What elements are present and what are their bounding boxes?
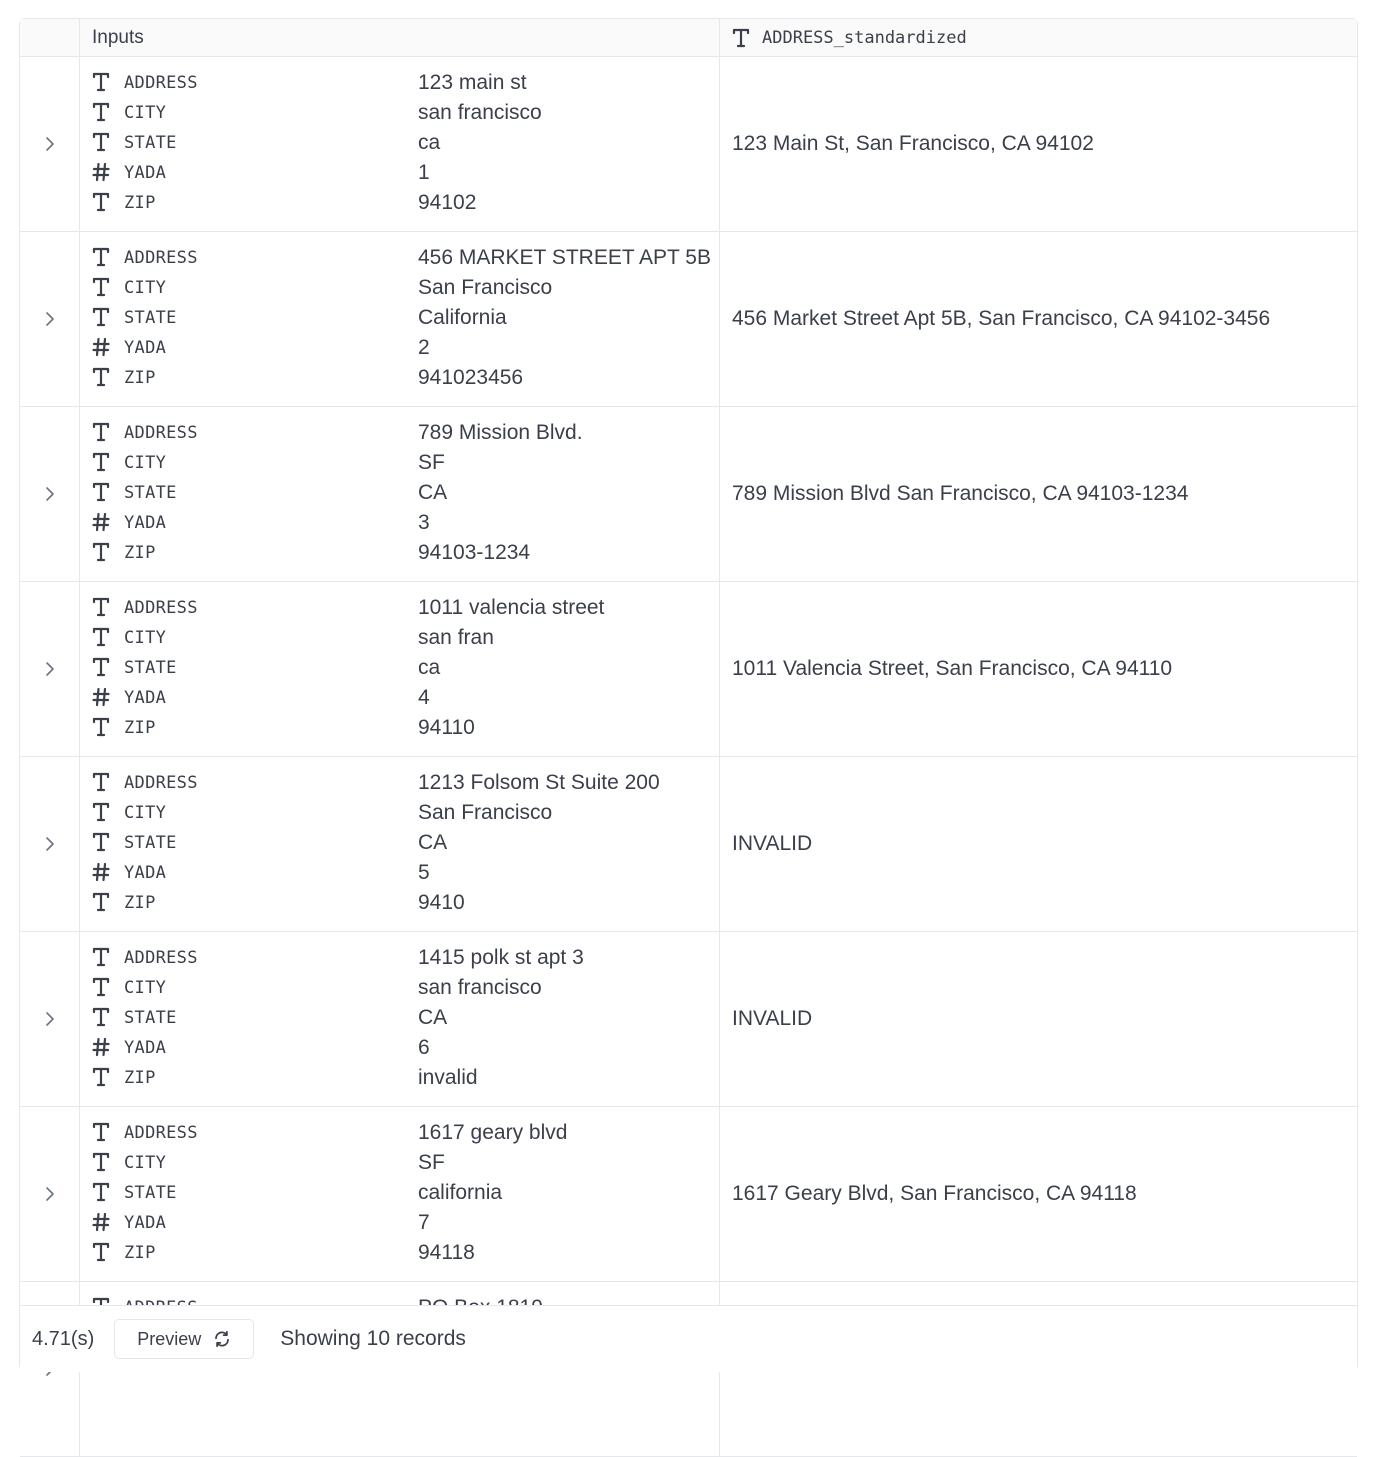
input-field-state xyxy=(80,1178,720,1208)
field-value: SF xyxy=(418,451,445,474)
text-type-icon xyxy=(92,72,110,92)
text-type-icon xyxy=(92,802,110,822)
field-name: CITY xyxy=(124,1153,167,1173)
field-name: ZIP xyxy=(124,1068,156,1088)
field-value: SF xyxy=(418,1151,445,1174)
input-field-address xyxy=(80,418,720,448)
output-cell xyxy=(720,757,1359,931)
header-output[interactable] xyxy=(720,19,1359,57)
row-inputs xyxy=(80,232,720,406)
input-field-zip xyxy=(80,713,720,743)
field-value: San Francisco xyxy=(418,801,553,824)
input-field-address xyxy=(80,68,720,98)
field-value: San Francisco xyxy=(418,276,553,299)
chevron-right-icon xyxy=(45,486,55,502)
input-field-city xyxy=(80,1148,720,1178)
table-row xyxy=(20,232,1357,407)
chevron-right-icon xyxy=(45,1011,55,1027)
input-field-zip xyxy=(80,1063,720,1093)
hash-icon xyxy=(92,1037,110,1057)
input-field-yada xyxy=(80,508,720,538)
field-name: STATE xyxy=(124,133,177,153)
field-value: ca xyxy=(418,131,441,154)
table-header xyxy=(20,19,1357,57)
field-name: STATE xyxy=(124,483,177,503)
input-field-yada xyxy=(80,1033,720,1063)
text-type-icon xyxy=(92,1007,110,1027)
preview-button[interactable] xyxy=(114,1319,254,1359)
field-value: 9410 xyxy=(418,891,465,914)
field-value: san fran xyxy=(418,626,494,649)
field-name: ADDRESS xyxy=(124,598,198,618)
field-name: CITY xyxy=(124,628,167,648)
standardized-address: 1011 Valencia Street, San Francisco, CA 94110 xyxy=(732,657,1173,680)
field-name: CITY xyxy=(124,978,167,998)
field-value: 1 xyxy=(418,161,430,184)
text-type-icon xyxy=(92,247,110,267)
field-name: STATE xyxy=(124,1183,177,1203)
field-name: YADA xyxy=(124,1038,167,1058)
input-field-city xyxy=(80,623,720,653)
field-name: STATE xyxy=(124,308,177,328)
text-type-icon xyxy=(92,977,110,997)
results-table xyxy=(19,18,1358,1371)
field-value: ca xyxy=(418,656,441,679)
output-cell xyxy=(720,582,1359,756)
field-name: YADA xyxy=(124,163,167,183)
row-inputs xyxy=(80,932,720,1106)
input-field-state xyxy=(80,128,720,158)
input-field-address xyxy=(80,243,720,273)
expand-row-button[interactable] xyxy=(20,582,80,756)
field-name: CITY xyxy=(124,803,167,823)
field-value: 1213 Folsom St Suite 200 xyxy=(418,771,660,794)
hash-icon xyxy=(92,337,110,357)
field-name: CITY xyxy=(124,453,167,473)
chevron-right-icon xyxy=(45,136,55,152)
timing-label: 4.71(s) xyxy=(32,1327,95,1350)
field-name: ADDRESS xyxy=(124,248,198,268)
input-field-state xyxy=(80,478,720,508)
field-value: san francisco xyxy=(418,976,542,999)
field-value: 1011 valencia street xyxy=(418,596,605,619)
text-type-icon xyxy=(92,542,110,562)
row-inputs xyxy=(80,757,720,931)
hash-icon xyxy=(92,1212,110,1232)
input-field-state xyxy=(80,653,720,683)
text-type-icon xyxy=(92,102,110,122)
field-value: 1617 geary blvd xyxy=(418,1121,568,1144)
input-field-city xyxy=(80,98,720,128)
field-name: ZIP xyxy=(124,193,156,213)
text-type-icon xyxy=(92,627,110,647)
text-type-icon xyxy=(92,947,110,967)
expand-row-button[interactable] xyxy=(20,757,80,931)
text-type-icon xyxy=(92,892,110,912)
text-type-icon xyxy=(92,717,110,737)
chevron-right-icon xyxy=(45,661,55,677)
output-cell xyxy=(720,932,1359,1106)
input-field-city xyxy=(80,973,720,1003)
field-value: CA xyxy=(418,831,448,854)
refresh-icon xyxy=(213,1330,231,1348)
row-inputs xyxy=(80,582,720,756)
table-row xyxy=(20,57,1357,232)
table-row xyxy=(20,757,1357,932)
text-type-icon xyxy=(92,1182,110,1202)
text-type-icon xyxy=(92,832,110,852)
table-footer xyxy=(20,1305,1357,1372)
field-value: 7 xyxy=(418,1211,430,1234)
field-value: 123 main st xyxy=(418,71,527,94)
row-inputs xyxy=(80,407,720,581)
input-field-zip xyxy=(80,538,720,568)
hash-icon xyxy=(92,162,110,182)
field-name: ZIP xyxy=(124,1243,156,1263)
field-name: CITY xyxy=(124,278,167,298)
text-type-icon xyxy=(92,1242,110,1262)
field-value: 941023456 xyxy=(418,366,524,389)
field-name: ADDRESS xyxy=(124,73,198,93)
field-value: 1415 polk st apt 3 xyxy=(418,946,584,969)
output-cell xyxy=(720,232,1359,406)
chevron-right-icon xyxy=(45,836,55,852)
field-value: san francisco xyxy=(418,101,542,124)
standardized-address: 789 Mission Blvd San Francisco, CA 94103-1234 xyxy=(732,482,1189,505)
chevron-right-icon xyxy=(45,311,55,327)
header-output-label: ADDRESS_standardized xyxy=(762,28,967,48)
expand-row-button[interactable] xyxy=(20,232,80,406)
input-field-zip xyxy=(80,888,720,918)
standardized-address: 1617 Geary Blvd, San Francisco, CA 94118 xyxy=(732,1182,1137,1205)
text-type-icon xyxy=(92,277,110,297)
field-name: ADDRESS xyxy=(124,1123,198,1143)
expand-row-button[interactable] xyxy=(20,1107,80,1281)
input-field-yada xyxy=(80,333,720,363)
input-field-city xyxy=(80,448,720,478)
field-value: invalid xyxy=(418,1066,478,1089)
hash-icon xyxy=(92,687,110,707)
header-inputs xyxy=(80,19,720,57)
field-value: 94118 xyxy=(418,1241,475,1264)
input-field-yada xyxy=(80,1208,720,1238)
field-value: 4 xyxy=(418,686,430,709)
field-value: CA xyxy=(418,1006,448,1029)
field-name: YADA xyxy=(124,1213,167,1233)
output-cell xyxy=(720,1107,1359,1281)
field-name: YADA xyxy=(124,338,167,358)
field-value: California xyxy=(418,306,507,329)
text-type-icon xyxy=(92,452,110,472)
table-row xyxy=(20,1107,1357,1282)
field-value: 5 xyxy=(418,861,430,884)
text-type-icon xyxy=(92,367,110,387)
standardized-address: 123 Main St, San Francisco, CA 94102 xyxy=(732,132,1094,155)
hash-icon xyxy=(92,862,110,882)
text-type-icon xyxy=(92,307,110,327)
expand-row-button[interactable] xyxy=(20,57,80,231)
input-field-yada xyxy=(80,858,720,888)
field-name: YADA xyxy=(124,863,167,883)
input-field-city xyxy=(80,798,720,828)
input-field-yada xyxy=(80,158,720,188)
text-type-icon xyxy=(92,1067,110,1087)
hash-icon xyxy=(92,512,110,532)
input-field-zip xyxy=(80,363,720,393)
input-field-state xyxy=(80,828,720,858)
field-name: ZIP xyxy=(124,543,156,563)
input-field-address xyxy=(80,1118,720,1148)
text-type-icon xyxy=(92,422,110,442)
text-type-icon xyxy=(92,132,110,152)
field-value: 6 xyxy=(418,1036,430,1059)
text-type-icon xyxy=(92,772,110,792)
expand-row-button[interactable] xyxy=(20,407,80,581)
header-inputs-label: Inputs xyxy=(92,27,144,48)
field-name: ZIP xyxy=(124,368,156,388)
output-cell xyxy=(720,407,1359,581)
input-field-zip xyxy=(80,1238,720,1268)
field-name: ZIP xyxy=(124,893,156,913)
field-name: STATE xyxy=(124,1008,177,1028)
chevron-right-icon xyxy=(45,1186,55,1202)
input-field-address xyxy=(80,943,720,973)
field-name: CITY xyxy=(124,103,167,123)
preview-button-label: Preview xyxy=(137,1328,202,1349)
input-field-state xyxy=(80,1003,720,1033)
field-name: YADA xyxy=(124,513,167,533)
row-inputs xyxy=(80,1107,720,1281)
records-count: Showing 10 records xyxy=(280,1327,466,1350)
field-value: 789 Mission Blvd. xyxy=(418,421,583,444)
field-name: STATE xyxy=(124,833,177,853)
input-field-city xyxy=(80,273,720,303)
input-field-zip xyxy=(80,188,720,218)
table-body xyxy=(20,57,1357,1305)
field-value: california xyxy=(418,1181,503,1204)
text-type-icon xyxy=(732,28,750,48)
field-value: 94102 xyxy=(418,191,477,214)
field-name: YADA xyxy=(124,688,167,708)
standardized-address: INVALID xyxy=(732,832,813,855)
output-cell xyxy=(720,57,1359,231)
field-value: 2 xyxy=(418,336,430,359)
field-name: STATE xyxy=(124,658,177,678)
field-name: ZIP xyxy=(124,718,156,738)
field-name: ADDRESS xyxy=(124,423,198,443)
header-gutter xyxy=(20,19,80,57)
input-field-yada xyxy=(80,683,720,713)
input-field-address xyxy=(80,593,720,623)
standardized-address: 456 Market Street Apt 5B, San Francisco, CA 94102-3456 xyxy=(732,307,1271,330)
field-value: CA xyxy=(418,481,448,504)
text-type-icon xyxy=(92,657,110,677)
field-value: 94110 xyxy=(418,716,475,739)
standardized-address: INVALID xyxy=(732,1007,813,1030)
field-value: 94103-1234 xyxy=(418,541,531,564)
field-name: ADDRESS xyxy=(124,948,198,968)
field-value: 3 xyxy=(418,511,430,534)
text-type-icon xyxy=(92,482,110,502)
input-field-address xyxy=(80,768,720,798)
expand-row-button[interactable] xyxy=(20,932,80,1106)
text-type-icon xyxy=(92,1152,110,1172)
field-value: 456 MARKET STREET APT 5B xyxy=(418,246,711,269)
field-name: ADDRESS xyxy=(124,773,198,793)
table-row xyxy=(20,932,1357,1107)
table-row xyxy=(20,582,1357,757)
input-field-state xyxy=(80,303,720,333)
table-row xyxy=(20,407,1357,582)
text-type-icon xyxy=(92,597,110,617)
text-type-icon xyxy=(92,192,110,212)
row-inputs xyxy=(80,57,720,231)
text-type-icon xyxy=(92,1122,110,1142)
